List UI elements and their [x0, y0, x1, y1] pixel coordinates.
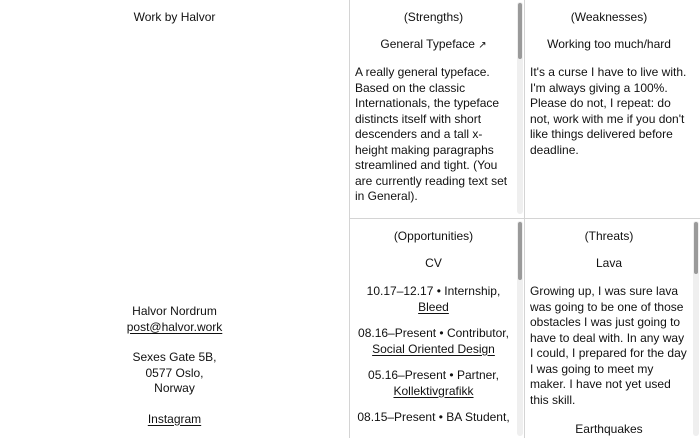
weaknesses-title: Working too much/hard	[547, 37, 671, 51]
strengths-body: A really general typeface. Based on the classic Internationals, the typeface distincts itself with short descenders and a tall x-height making paragraphs streamlined and tight. (You are currently reading text set in General).	[355, 65, 508, 203]
address-line-3: Norway	[154, 381, 195, 395]
cv-item	[355, 410, 512, 426]
cv-item	[355, 284, 512, 315]
threats-title-2: Earthquakes	[575, 422, 643, 436]
strengths-title[interactable]	[355, 37, 512, 51]
cv-item-link[interactable]: Bleed	[418, 299, 449, 314]
threats-heading: (Threats)	[584, 229, 634, 243]
opportunities-panel[interactable]	[350, 219, 524, 438]
address-line-2: 0577 Oslo,	[145, 365, 204, 380]
strengths-heading: (Strengths)	[403, 10, 464, 24]
cv-item-text: 08.16–Present • Contributor,	[358, 326, 509, 340]
external-link-icon: ↗	[478, 40, 487, 51]
cv-item-link[interactable]: Kollektivgrafikk	[393, 383, 474, 398]
address-line-1: Sexes Gate 5B,	[132, 350, 217, 364]
left-column	[0, 0, 349, 438]
strengths-title-text[interactable]: General Typeface	[380, 37, 475, 51]
contact-name: Halvor Nordrum	[132, 304, 217, 318]
threats-title: Lava	[595, 256, 623, 270]
instagram-link[interactable]: Instagram	[147, 411, 202, 426]
opportunities-scroll-thumb[interactable]	[518, 222, 522, 280]
email-link[interactable]: post@halvor.work	[126, 319, 223, 334]
weaknesses-body: It's a curse I have to live with. I'm always giving a 100%. Please do not, I repeat: do not, work with me if you don't like things delivered before deadline.	[530, 65, 687, 157]
cv-item-link[interactable]: Social Oriented Design	[372, 341, 495, 356]
site-brand[interactable]: Work by Halvor	[133, 10, 216, 24]
threats-body: Growing up, I was sure lava was going to be one of those obstacles I was just going to have to deal with. In any way I could, I prepared for the day I was going to meet my maker. I have not yet used this skill.	[530, 284, 687, 407]
contact-block	[0, 304, 349, 427]
weaknesses-heading: (Weaknesses)	[570, 10, 648, 24]
strengths-panel[interactable]	[350, 0, 524, 218]
cv-title: CV	[425, 256, 442, 270]
cv-item	[355, 326, 512, 357]
cv-item	[355, 368, 512, 399]
weaknesses-panel[interactable]	[525, 0, 700, 218]
cv-item-text: 10.17–12.17 • Internship,	[366, 284, 501, 298]
opportunities-heading: (Opportunities)	[393, 229, 474, 243]
threats-panel[interactable]	[525, 219, 700, 438]
cv-item-text: 05.16–Present • Partner,	[368, 368, 499, 382]
threats-scroll-thumb[interactable]	[694, 222, 698, 274]
cv-item-text: 08.15–Present • BA Student,	[357, 410, 510, 424]
strengths-scroll-thumb[interactable]	[518, 3, 522, 59]
